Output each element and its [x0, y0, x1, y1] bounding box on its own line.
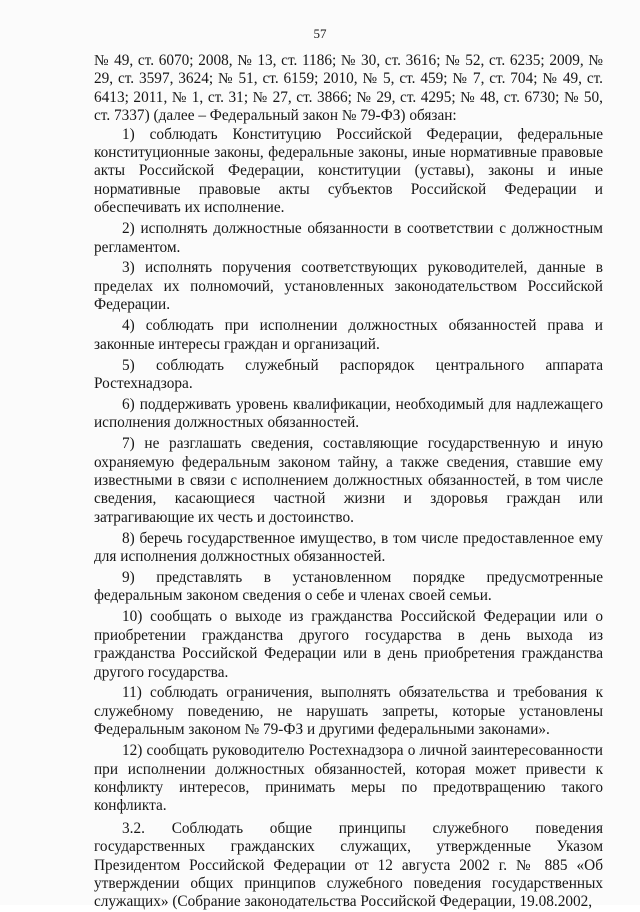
- page-number: 57: [313, 26, 327, 41]
- paragraph-item-10: 10) сообщать о выходе из гражданства Российской Федерации или о приобретении гражданства другого государства в день выхода из гражданства Российской Федерации или в день приобретения гражданства другого государства.: [94, 608, 603, 681]
- paragraph-item-6: 6) поддерживать уровень квалификации, необходимый для надлежащего исполнения должностных обязанностей.: [94, 395, 603, 432]
- document-body: [94, 52, 603, 912]
- paragraph-item-11: 11) соблюдать ограничения, выполнять обязательства и требования к служебному поведению, не нарушать запреты, которые установлены Федеральным законом № 79-ФЗ и другими федеральными законами».: [94, 684, 603, 739]
- paragraph-item-4: 4) соблюдать при исполнении должностных обязанностей права и законные интересы граждан и организаций.: [94, 317, 603, 353]
- paragraph-section-3-2: 3.2. Соблюдать общие принципы служебного поведения государственных гражданских служащих, утвержденные Указом Президентом Российской Федерации от 12 августа 2002 г. № 885 «Об утверждении общих принципов служебного поведения государственных служащих» (Собрание законодательства Российской Федерации, 19.08.2002,: [94, 819, 603, 911]
- paragraph-item-12: 12) сообщать руководителю Ростехнадзора о личной заинтересованности при исполнении должностных обязанностей, которая может привести к конфликту интересов, принимать меры по предотвращению такого конфликта.: [94, 742, 603, 815]
- paragraph-item-2: 2) исполнять должностные обязанности в соответствии с должностным регламентом.: [94, 220, 603, 256]
- paragraph-item-8: 8) беречь государственное имущество, в том числе предоставленное ему для исполнения должностных обязанностей.: [94, 529, 603, 566]
- paragraph-item-9: 9) представлять в установленном порядке предусмотренные федеральным законом сведения о себе и членах своей семьи.: [94, 568, 603, 605]
- paragraph-item-5: 5) соблюдать служебный распорядок центрального аппарата Ростехнадзора.: [94, 356, 603, 392]
- paragraph-item-7: 7) не разглашать сведения, составляющие государственную и иную охраняемую федеральным законом тайну, а также сведения, ставшие ему известными в связи с исполнением должностных обязанностей, в том числе сведения, касающиеся частной жизни и здоровья граждан или затрагивающие их честь и достоинство.: [94, 435, 603, 526]
- paragraph-item-1: 1) соблюдать Конституцию Российской Федерации, федеральные конституционные законы, федеральные законы, иные нормативные правовые акты Российской Федерации, конституции (уставы), законы и иные нормативные правовые акты субъектов Российской Федерации и обеспечивать их исполнение.: [94, 125, 603, 217]
- paragraph-item-3: 3) исполнять поручения соответствующих руководителей, данные в пределах их полномочий, установленных законодательством Российской Федерации.: [94, 259, 603, 314]
- paragraph-intro: № 49, ст. 6070; 2008, № 13, ст. 1186; № 30, ст. 3616; № 52, ст. 6235; 2009, № 29, ст. 3597, 3624; № 51, ст. 6159; 2010, № 5, ст. 459; № 7, ст. 704; № 49, ст. 6413; 2011, № 1, ст. 31; № 27, ст. 3866; № 29, ст. 4295; № 48, ст. 6730; № 50, ст. 7337) (далее – Федеральный закон № 79-ФЗ) обязан:: [94, 52, 603, 125]
